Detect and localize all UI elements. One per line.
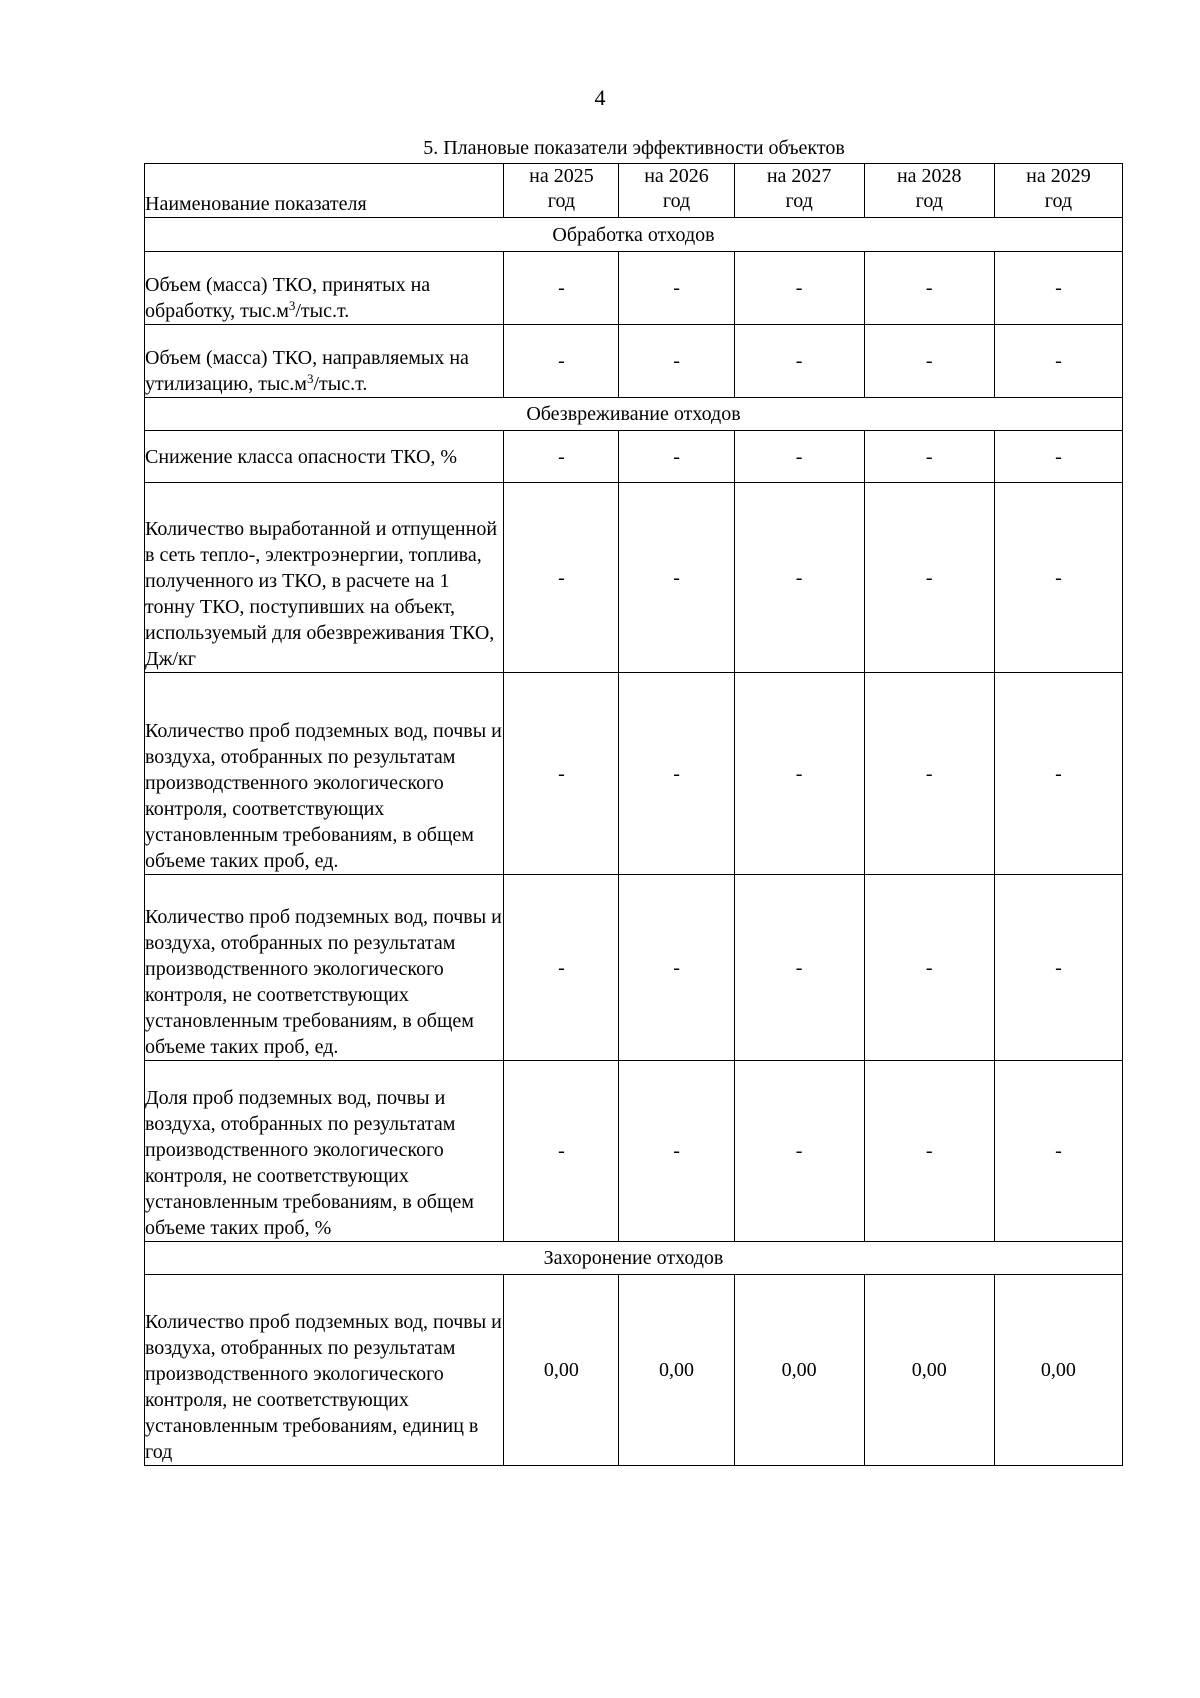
value-cell: - (994, 1061, 1122, 1242)
header-year-2029: на 2029 год (994, 164, 1122, 218)
table-row (145, 252, 1123, 325)
value-cell: - (864, 673, 994, 875)
table-row (145, 1275, 1123, 1466)
value-cell: - (504, 325, 619, 398)
value-cell: 0,00 (619, 1275, 734, 1466)
value-cell: - (619, 673, 734, 875)
table-row (145, 431, 1123, 483)
section-row-processing (145, 218, 1123, 252)
value-cell: - (994, 875, 1122, 1061)
value-cell: - (619, 431, 734, 483)
indicator-name: Количество выработанной и отпущенной в сеть тепло-, электроэнергии, топлива, полученного из ТКО, в расчете на 1 тонну ТКО, поступивших на объект, используемый для обезвреживания ТКО, Дж/кг (145, 483, 504, 673)
header-year-2026: на 2026 год (619, 164, 734, 218)
indicator-name: Количество проб подземных вод, почвы и воздуха, отобранных по результатам производственного экологического контроля, соответствующих установленным требованиям, в общем объеме таких проб, ед. (145, 673, 504, 875)
value-cell: - (619, 1061, 734, 1242)
value-cell: - (619, 483, 734, 673)
value-cell: 0,00 (504, 1275, 619, 1466)
indicators-table (144, 163, 1123, 1466)
value-cell: - (734, 431, 864, 483)
indicator-name: Количество проб подземных вод, почвы и воздуха, отобранных по результатам производственного экологического контроля, не соответствующих установленным требованиям, в общем объеме таких проб, ед. (145, 875, 504, 1061)
value-cell: - (504, 673, 619, 875)
header-year-2027: на 2027 год (734, 164, 864, 218)
value-cell: - (504, 875, 619, 1061)
value-cell: - (504, 483, 619, 673)
value-cell: - (994, 483, 1122, 673)
value-cell: - (619, 252, 734, 325)
table-title: 5. Плановые показатели эффективности объектов (423, 137, 845, 159)
value-cell: - (734, 1061, 864, 1242)
value-cell: 0,00 (864, 1275, 994, 1466)
value-cell: - (864, 431, 994, 483)
indicator-name: Количество проб подземных вод, почвы и воздуха, отобранных по результатам производственного экологического контроля, не соответствующих установленным требованиям, единиц в год (145, 1275, 504, 1466)
value-cell: - (864, 1061, 994, 1242)
table-header-row (145, 164, 1123, 218)
value-cell: - (734, 875, 864, 1061)
value-cell: 0,00 (994, 1275, 1122, 1466)
section-title: Обработка отходов (145, 218, 1123, 252)
table-row (145, 325, 1123, 398)
value-cell: - (619, 325, 734, 398)
value-cell: - (504, 252, 619, 325)
indicator-name: Снижение класса опасности ТКО, % (145, 431, 504, 483)
section-title: Обезвреживание отходов (145, 398, 1123, 431)
value-cell: - (619, 875, 734, 1061)
value-cell: - (734, 483, 864, 673)
header-year-2028: на 2028 год (864, 164, 994, 218)
page-number: 4 (594, 85, 606, 110)
header-indicator-name: Наименование показателя (145, 164, 504, 218)
section-row-burial (145, 1242, 1123, 1275)
value-cell: - (734, 673, 864, 875)
value-cell: - (994, 252, 1122, 325)
value-cell: 0,00 (734, 1275, 864, 1466)
section-title: Захоронение отходов (145, 1242, 1123, 1275)
value-cell: - (504, 1061, 619, 1242)
value-cell: - (864, 483, 994, 673)
value-cell: - (864, 252, 994, 325)
indicator-name: Доля проб подземных вод, почвы и воздуха, отобранных по результатам производственного экологического контроля, не соответствующих установленным требованиям, в общем объеме таких проб, % (145, 1061, 504, 1242)
header-year-2025: на 2025 год (504, 164, 619, 218)
value-cell: - (864, 875, 994, 1061)
section-row-neutralization (145, 398, 1123, 431)
value-cell: - (734, 325, 864, 398)
value-cell: - (994, 673, 1122, 875)
indicator-name: Объем (масса) ТКО, направляемых на утилизацию, $тыс.м^3/тыс.т$. (145, 325, 504, 398)
table-row (145, 483, 1123, 673)
value-cell: - (994, 431, 1122, 483)
indicator-name: Объем (масса) ТКО, принятых на обработку, $тыс.м^3/тыс.т$. (145, 252, 504, 325)
table-row (145, 875, 1123, 1061)
table-row (145, 673, 1123, 875)
value-cell: - (994, 325, 1122, 398)
table-row (145, 1061, 1123, 1242)
value-cell: - (734, 252, 864, 325)
value-cell: - (864, 325, 994, 398)
value-cell: - (504, 431, 619, 483)
